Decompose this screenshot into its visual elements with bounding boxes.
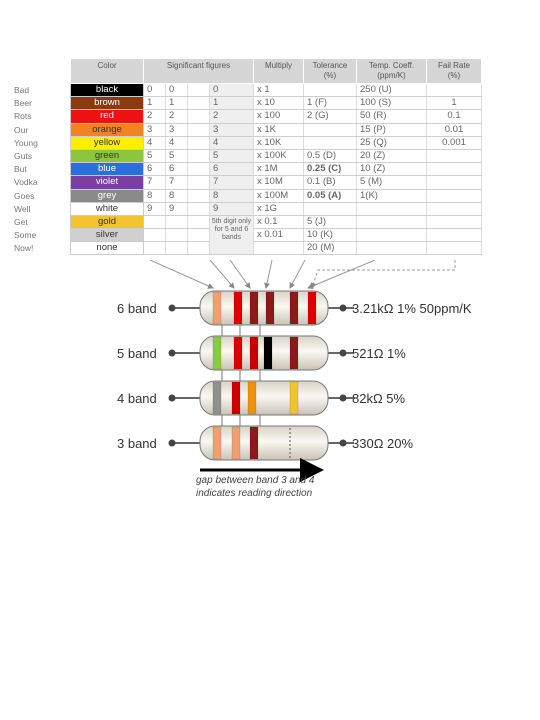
resistor-value-label: 330Ω 20% bbox=[352, 436, 414, 451]
color-swatch: brown bbox=[71, 97, 144, 110]
color-band bbox=[234, 337, 242, 369]
color-band bbox=[232, 427, 240, 459]
table-row bbox=[71, 123, 482, 136]
temp-coeff-cell: 25 (Q) bbox=[357, 136, 427, 149]
tolerance-cell bbox=[304, 136, 357, 149]
digit-3-cell: 3 bbox=[210, 123, 254, 136]
digit-2-cell: 3 bbox=[166, 123, 188, 136]
table-row bbox=[71, 136, 482, 149]
table-row bbox=[71, 242, 482, 255]
tolerance-cell bbox=[304, 84, 357, 97]
resistor-value-label: 82kΩ 5% bbox=[352, 391, 406, 406]
header-tolerance: Tolerance (%) bbox=[304, 59, 357, 84]
fail-rate-cell bbox=[427, 84, 482, 97]
multiplier-cell: x 1G bbox=[254, 202, 304, 215]
color-band bbox=[213, 382, 221, 414]
resistor-4-band bbox=[117, 381, 406, 415]
connector-line bbox=[312, 260, 455, 288]
digit-2-cell: 8 bbox=[166, 189, 188, 202]
digit-1-cell bbox=[144, 215, 166, 228]
band-count-label: 5 band bbox=[117, 346, 157, 361]
fail-rate-cell bbox=[427, 202, 482, 215]
resistor-value-label: 3.21kΩ 1% 50ppm/K bbox=[352, 301, 472, 316]
color-band bbox=[308, 292, 316, 324]
separator-cell bbox=[188, 110, 210, 123]
digit-1-cell bbox=[144, 242, 166, 255]
multiplier-cell: x 0.01 bbox=[254, 229, 304, 242]
digit-2-cell: 1 bbox=[166, 97, 188, 110]
digit-3-cell: 6 bbox=[210, 163, 254, 176]
band-count-label: 6 band bbox=[117, 301, 157, 316]
table-row bbox=[71, 149, 482, 162]
fail-rate-cell bbox=[427, 215, 482, 228]
header-color: Color bbox=[71, 59, 144, 84]
digit-2-cell: 0 bbox=[166, 84, 188, 97]
table-row bbox=[71, 110, 482, 123]
fail-rate-cell bbox=[427, 189, 482, 202]
color-swatch: blue bbox=[71, 163, 144, 176]
separator-cell bbox=[188, 163, 210, 176]
header-temp-coeff: Temp. Coeff. (ppm/K) bbox=[357, 59, 427, 84]
color-swatch: violet bbox=[71, 176, 144, 189]
temp-coeff-cell bbox=[357, 215, 427, 228]
table-header-row bbox=[71, 59, 482, 84]
caption-line-2: indicates reading direction bbox=[196, 488, 313, 499]
color-band bbox=[250, 337, 258, 369]
lead-end-dot bbox=[340, 305, 347, 312]
fail-rate-cell: 1 bbox=[427, 97, 482, 110]
multiplier-cell: x 1K bbox=[254, 123, 304, 136]
tolerance-cell: 20 (M) bbox=[304, 242, 357, 255]
digit-2-cell: 6 bbox=[166, 163, 188, 176]
color-swatch: red bbox=[71, 110, 144, 123]
temp-coeff-cell: 15 (P) bbox=[357, 123, 427, 136]
temp-coeff-cell bbox=[357, 242, 427, 255]
tolerance-cell: 0.5 (D) bbox=[304, 149, 357, 162]
mnemonic-word: Goes bbox=[14, 190, 35, 201]
separator-cell bbox=[188, 84, 210, 97]
mnemonic-word: Guts bbox=[14, 150, 32, 161]
fifth-digit-note: 5th digit only for 5 and 6 bands bbox=[210, 215, 254, 255]
multiplier-cell bbox=[254, 242, 304, 255]
color-swatch: black bbox=[71, 84, 144, 97]
color-swatch: green bbox=[71, 149, 144, 162]
separator-cell bbox=[188, 229, 210, 242]
table-row bbox=[71, 176, 482, 189]
color-swatch: white bbox=[71, 202, 144, 215]
color-band bbox=[213, 337, 221, 369]
digit-1-cell: 8 bbox=[144, 189, 166, 202]
color-swatch: orange bbox=[71, 123, 144, 136]
temp-coeff-cell: 100 (S) bbox=[357, 97, 427, 110]
multiplier-cell: x 10 bbox=[254, 97, 304, 110]
multiplier-cell: x 10K bbox=[254, 136, 304, 149]
fail-rate-cell bbox=[427, 149, 482, 162]
color-swatch: grey bbox=[71, 189, 144, 202]
digit-2-cell: 7 bbox=[166, 176, 188, 189]
color-swatch: none bbox=[71, 242, 144, 255]
separator-cell bbox=[188, 189, 210, 202]
color-band bbox=[290, 292, 298, 324]
fail-rate-cell bbox=[427, 176, 482, 189]
mnemonic-word: Now! bbox=[14, 243, 34, 254]
connector-line bbox=[210, 260, 234, 288]
mnemonic-column bbox=[14, 84, 66, 255]
color-band bbox=[248, 382, 256, 414]
table-row bbox=[71, 163, 482, 176]
tolerance-cell: 0.25 (C) bbox=[304, 163, 357, 176]
digit-2-cell: 2 bbox=[166, 110, 188, 123]
header-fail-rate: Fail Rate (%) bbox=[427, 59, 482, 84]
lead-end-dot bbox=[340, 395, 347, 402]
digit-1-cell: 1 bbox=[144, 97, 166, 110]
mnemonic-word: But bbox=[14, 164, 27, 175]
color-band bbox=[250, 292, 258, 324]
mnemonic-word: Our bbox=[14, 124, 29, 135]
band-count-label: 4 band bbox=[117, 391, 157, 406]
digit-1-cell: 6 bbox=[144, 163, 166, 176]
temp-coeff-cell: 5 (M) bbox=[357, 176, 427, 189]
multiplier-cell: x 1M bbox=[254, 163, 304, 176]
lead-end-dot bbox=[169, 395, 176, 402]
temp-coeff-cell: 50 (R) bbox=[357, 110, 427, 123]
color-band bbox=[290, 337, 298, 369]
mnemonic-word: Beer bbox=[14, 98, 32, 109]
mnemonic-word: Get bbox=[14, 216, 28, 227]
lead-end-dot bbox=[169, 305, 176, 312]
mnemonic-word: Well bbox=[14, 203, 31, 214]
resistor-diagram bbox=[0, 260, 540, 500]
digit-3-cell: 2 bbox=[210, 110, 254, 123]
connector-line bbox=[308, 260, 375, 288]
digit-1-cell: 5 bbox=[144, 149, 166, 162]
connector-line bbox=[230, 260, 250, 288]
color-band bbox=[213, 427, 221, 459]
digit-3-cell: 8 bbox=[210, 189, 254, 202]
fail-rate-cell bbox=[427, 229, 482, 242]
multiplier-cell: x 100K bbox=[254, 149, 304, 162]
fail-rate-cell bbox=[427, 163, 482, 176]
resistor-6-band bbox=[117, 291, 472, 325]
temp-coeff-cell bbox=[357, 202, 427, 215]
tolerance-cell: 5 (J) bbox=[304, 215, 357, 228]
digit-3-cell: 4 bbox=[210, 136, 254, 149]
color-band bbox=[264, 337, 272, 369]
separator-cell bbox=[188, 215, 210, 228]
temp-coeff-cell bbox=[357, 229, 427, 242]
color-swatch: gold bbox=[71, 215, 144, 228]
lead-end-dot bbox=[340, 350, 347, 357]
digit-1-cell: 3 bbox=[144, 123, 166, 136]
tolerance-cell: 2 (G) bbox=[304, 110, 357, 123]
lead-end-dot bbox=[169, 350, 176, 357]
mnemonic-word: Young bbox=[14, 137, 38, 148]
table-row bbox=[71, 84, 482, 97]
mnemonic-word: Bad bbox=[14, 85, 30, 95]
tolerance-cell bbox=[304, 202, 357, 215]
tolerance-cell: 0.1 (B) bbox=[304, 176, 357, 189]
color-swatch: silver bbox=[71, 229, 144, 242]
mnemonic-word: Vodka bbox=[14, 177, 38, 188]
multiplier-cell: x 1 bbox=[254, 84, 304, 97]
color-band bbox=[290, 382, 298, 414]
tolerance-cell: 0.05 (A) bbox=[304, 189, 357, 202]
digit-2-cell bbox=[166, 229, 188, 242]
header-significant-figures: Significant figures bbox=[144, 59, 254, 84]
digit-2-cell: 5 bbox=[166, 149, 188, 162]
digit-1-cell: 4 bbox=[144, 136, 166, 149]
temp-coeff-cell: 10 (Z) bbox=[357, 163, 427, 176]
color-band bbox=[213, 292, 221, 324]
caption-line-1: gap between band 3 and 4 bbox=[196, 475, 315, 486]
multiplier-cell: x 100M bbox=[254, 189, 304, 202]
connector-line bbox=[266, 260, 272, 288]
table-row bbox=[71, 229, 482, 242]
fail-rate-cell: 0.001 bbox=[427, 136, 482, 149]
digit-2-cell bbox=[166, 215, 188, 228]
separator-cell bbox=[188, 136, 210, 149]
digit-3-cell: 9 bbox=[210, 202, 254, 215]
separator-cell bbox=[188, 97, 210, 110]
resistor-value-label: 521Ω 1% bbox=[352, 346, 406, 361]
fail-rate-cell: 0.01 bbox=[427, 123, 482, 136]
mnemonic-word: Some bbox=[14, 230, 37, 241]
digit-1-cell: 0 bbox=[144, 84, 166, 97]
color-band bbox=[250, 427, 258, 459]
digit-1-cell: 9 bbox=[144, 202, 166, 215]
digit-1-cell: 2 bbox=[144, 110, 166, 123]
digit-2-cell: 9 bbox=[166, 202, 188, 215]
separator-cell bbox=[188, 202, 210, 215]
band-count-label: 3 band bbox=[117, 436, 157, 451]
resistor-3-band bbox=[117, 426, 413, 460]
digit-1-cell: 7 bbox=[144, 176, 166, 189]
multiplier-cell: x 10M bbox=[254, 176, 304, 189]
fail-rate-cell bbox=[427, 242, 482, 255]
temp-coeff-cell: 250 (U) bbox=[357, 84, 427, 97]
temp-coeff-cell: 1(K) bbox=[357, 189, 427, 202]
separator-cell bbox=[188, 149, 210, 162]
connector-line bbox=[150, 260, 213, 288]
tolerance-cell: 1 (F) bbox=[304, 97, 357, 110]
lead-end-dot bbox=[340, 440, 347, 447]
separator-cell bbox=[188, 242, 210, 255]
multiplier-cell: x 100 bbox=[254, 110, 304, 123]
color-band bbox=[232, 382, 240, 414]
color-band bbox=[266, 292, 274, 324]
fail-rate-cell: 0.1 bbox=[427, 110, 482, 123]
temp-coeff-cell: 20 (Z) bbox=[357, 149, 427, 162]
tolerance-cell bbox=[304, 123, 357, 136]
separator-cell bbox=[188, 123, 210, 136]
digit-2-cell bbox=[166, 242, 188, 255]
digit-3-cell: 0 bbox=[210, 84, 254, 97]
header-multiply: Multiply bbox=[254, 59, 304, 84]
digit-3-cell: 1 bbox=[210, 97, 254, 110]
color-swatch: yellow bbox=[71, 136, 144, 149]
separator-cell bbox=[188, 176, 210, 189]
resistor-5-band bbox=[117, 336, 406, 370]
table-row bbox=[71, 189, 482, 202]
color-band bbox=[234, 292, 242, 324]
digit-1-cell bbox=[144, 229, 166, 242]
table-row bbox=[71, 215, 482, 228]
mnemonic-word: Rots bbox=[14, 111, 32, 122]
table-row bbox=[71, 202, 482, 215]
digit-2-cell: 4 bbox=[166, 136, 188, 149]
connector-line bbox=[290, 260, 305, 288]
multiplier-cell: x 0.1 bbox=[254, 215, 304, 228]
digit-3-cell: 7 bbox=[210, 176, 254, 189]
lead-end-dot bbox=[169, 440, 176, 447]
tolerance-cell: 10 (K) bbox=[304, 229, 357, 242]
color-code-table bbox=[70, 58, 482, 255]
table-row bbox=[71, 97, 482, 110]
digit-3-cell: 5 bbox=[210, 149, 254, 162]
